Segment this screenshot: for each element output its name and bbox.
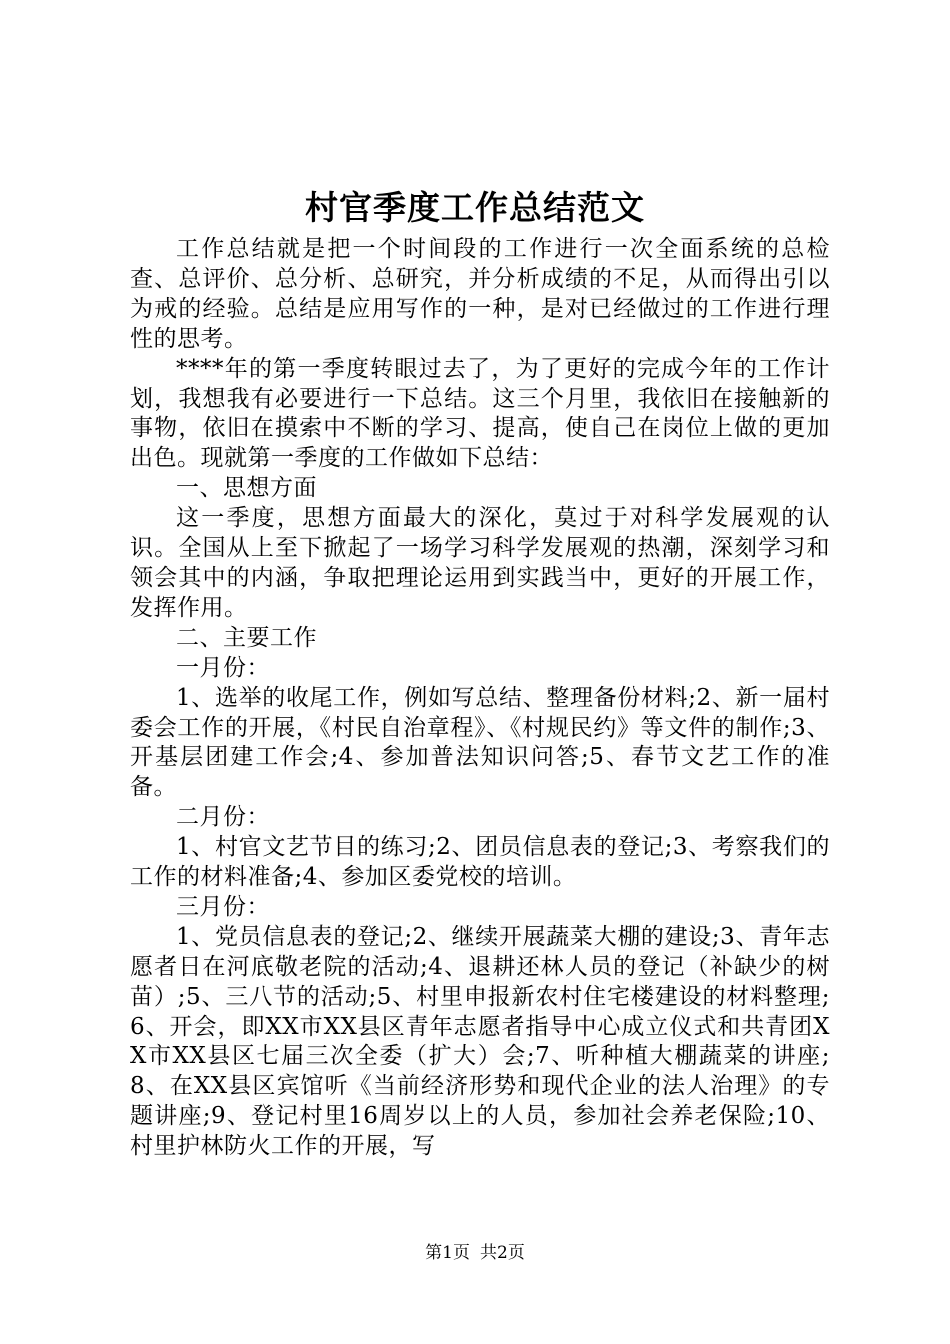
paragraph-march: 1、党员信息表的登记;2、继续开展蔬菜大棚的建设;3、青年志愿者日在河底敬老院的活动;4、退耕还林人员的登记（补缺少的树苗）;5、三八节的活动;5、村里申报新农村住宅楼建设的材料整理;6、开会，即XX市XX县区青年志愿者指导中心成立仪式和共青团XX市XX县区七届三次全委（扩大）会;7、听种植大棚蔬菜的讲座;8、在XX县区宾馆听《当前经济形势和现代企业的法人治理》的专题讲座;9、登记村里16周岁以上的人员，参加社会养老保险;10、村里护林防火工作的开展，写 [130, 923, 830, 1160]
page-number: 第1页 [425, 1243, 470, 1263]
paragraph-intro: 工作总结就是把一个时间段的工作进行一次全面系统的总检查、总评价、总分析、总研究，并分析成绩的不足，从而得出引以为戒的经验。总结是应用写作的一种，是对已经做过的工作进行理性的思考。 [130, 236, 830, 352]
document-title: 村官季度工作总结范文 [305, 188, 645, 227]
section-heading-main-work: 二、主要工作 [176, 624, 317, 651]
month-heading-january: 一月份： [176, 654, 270, 681]
paragraph-thought: 这一季度，思想方面最大的深化，莫过于对科学发展观的认识。全国从上至下掀起了一场学习科学发展观的热潮，深刻学习和领会其中的内涵，争取把理论运用到实践当中，更好的开展工作，发挥作用。 [130, 505, 830, 621]
section-heading-thought: 一、思想方面 [176, 475, 317, 502]
paragraph-february: 1、村官文艺节目的练习;2、团员信息表的登记;3、考察我们的工作的材料准备;4、参加区委党校的培训。 [130, 834, 830, 891]
page-footer [0, 1241, 950, 1265]
month-heading-march: 三月份： [176, 893, 270, 920]
document-body [130, 235, 830, 1162]
paragraph-quarter-overview: ****年的第一季度转眼过去了，为了更好的完成今年的工作计划，我想我有必要进行一下总结。这三个月里，我依旧在接触新的事物，依旧在摸索中不断的学习、提高，使自己在岗位上做的更加出色。现就第一季度的工作做如下总结： [130, 355, 830, 472]
page-total: 共2页 [480, 1243, 525, 1263]
paragraph-january: 1、选举的收尾工作，例如写总结、整理备份材料;2、新一届村委会工作的开展，《村民自治章程》、《村规民约》等文件的制作;3、开基层团建工作会;4、参加普法知识问答;5、春节文艺工作的准备。 [130, 684, 830, 801]
month-heading-february: 二月份： [176, 804, 270, 831]
